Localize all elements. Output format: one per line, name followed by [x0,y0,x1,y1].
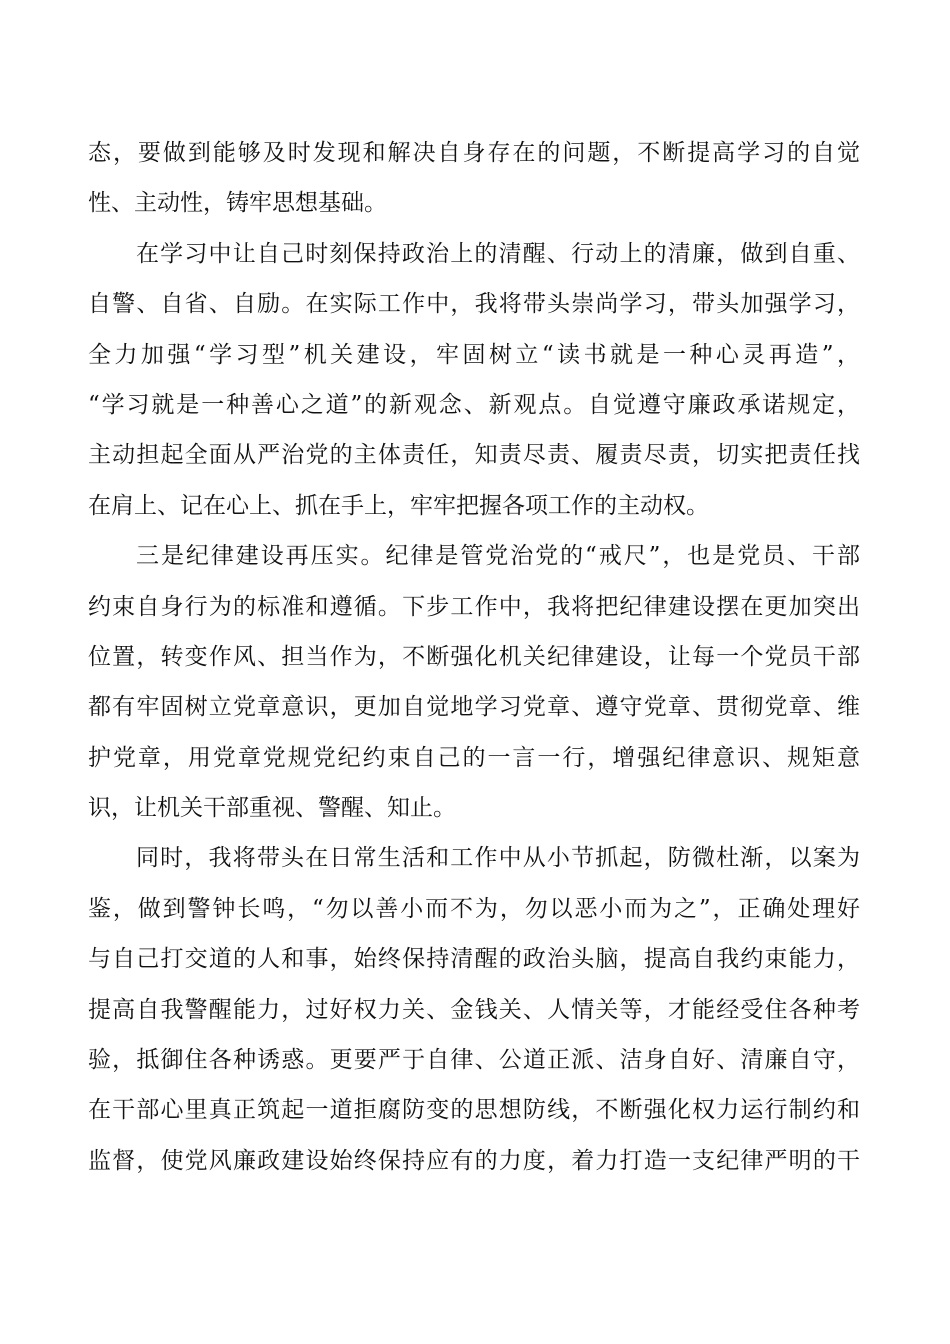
text-line: 性、主动性，铸牢思想基础。 [88,190,387,217]
text-line: 在学习中让自己时刻保持政治上的清醒、行动上的清廉，做到自重、 [136,240,860,267]
text-line: 识，让机关干部重视、警醒、知止。 [88,795,456,822]
text-line: 都有牢固树立党章意识，更加自觉地学习党章、遵守党章、贯彻党章、维 [88,694,860,721]
paragraph-1 [88,128,860,229]
text-line: 约束自身行为的标准和遵循。下步工作中，我将把纪律建设摆在更加突出 [88,593,860,620]
text-line: 主动担起全面从严治党的主体责任，知责尽责、履责尽责，切实把责任找 [88,442,860,469]
text-line: 与自己打交道的人和事，始终保持清醒的政治头脑，提高自我约束能力， [88,946,860,973]
text-line: 态，要做到能够及时发现和解决自身存在的问题，不断提高学习的自觉 [88,140,860,166]
document-page [88,128,860,1186]
text-line: 全力加强“学习型”机关建设，牢固树立“读书就是一种心灵再造”， [88,341,860,368]
paragraph-4 [88,833,860,1186]
text-line: 护党章，用党章党规党纪约束自己的一言一行，增强纪律意识、规矩意 [88,744,860,771]
text-line: 在干部心里真正筑起一道拒腐防变的思想防线，不断强化权力运行制约和 [88,1097,860,1124]
text-line: 同时，我将带头在日常生活和工作中从小节抓起，防微杜渐，以案为 [136,845,860,872]
text-line: 提高自我警醒能力，过好权力关、金钱关、人情关等，才能经受住各种考 [88,996,860,1023]
paragraph-3 [88,531,860,833]
text-line: 三是纪律建设再压实。纪律是管党治党的“戒尺”，也是党员、干部 [136,543,860,570]
text-line: 鉴，做到警钟长鸣，“勿以善小而不为，勿以恶小而为之”，正确处理好 [88,895,860,922]
text-line: 位置，转变作风、担当作为，不断强化机关纪律建设，让每一个党员干部 [88,643,860,670]
text-line: 自警、自省、自励。在实际工作中，我将带头崇尚学习，带头加强学习， [88,291,860,318]
text-line: 验，抵御住各种诱惑。更要严于自律、公道正派、洁身自好、清廉自守， [88,1047,860,1074]
text-line: 监督，使党风廉政建设始终保持应有的力度，着力打造一支纪律严明的干 [88,1147,860,1174]
text-line: “学习就是一种善心之道”的新观念、新观点。自觉遵守廉政承诺规定， [88,391,860,418]
text-line: 在肩上、记在心上、抓在手上，牢牢把握各项工作的主动权。 [88,492,709,519]
paragraph-2 [88,229,860,531]
